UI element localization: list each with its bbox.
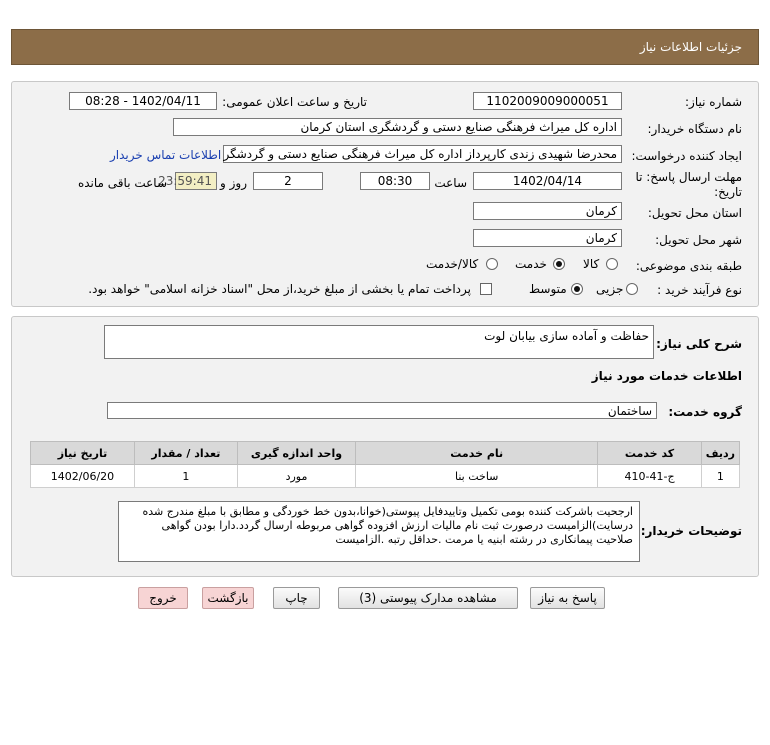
treasury-checkbox[interactable] <box>480 283 492 295</box>
deadline-date-field[interactable]: 1402/04/14 <box>473 172 622 190</box>
category-radio-service[interactable] <box>553 258 565 270</box>
buyer-notes-field[interactable]: ارجحیت باشرکت کننده بومی تکمیل وتاییدفایل پیوستی(خوانا،بدون خط خوردگی و مطابق با مبلغ مندرج شده درسایت)الزامیست درصورت ثبت نام مالیات ارزش افزوده گواهی مربوطه ارسال گردد.دارا بودن گواهی صلاحیت پیمانکاری در رشته ابنیه یا مرمت .حداقل رتبه .الزامیست <box>118 501 640 562</box>
services-table <box>30 441 740 488</box>
days-label: روز و <box>220 176 247 190</box>
services-section-title: اطلاعات خدمات مورد نیاز <box>591 369 742 383</box>
need-number-label: شماره نیاز: <box>685 95 742 109</box>
category-radio-goods[interactable] <box>606 258 618 270</box>
buyer-contact-link[interactable]: اطلاعات تماس خریدار <box>110 148 222 162</box>
page-header <box>11 29 759 65</box>
table-header-row <box>31 442 740 465</box>
process-option-medium: متوسط <box>529 282 567 296</box>
need-number-field[interactable]: 1102009009000051 <box>473 92 622 110</box>
buyer-org-label: نام دستگاه خریدار: <box>647 122 742 136</box>
process-radio-medium[interactable] <box>571 283 583 295</box>
buyer-notes-label: توضیحات خریدار: <box>640 524 742 538</box>
summary-field[interactable]: حفاظت و آماده سازی بیابان لوت <box>104 325 654 359</box>
category-option-goods-service: کالا/خدمت <box>426 257 479 271</box>
creator-label: ایجاد کننده درخواست: <box>631 149 742 163</box>
print-button[interactable]: چاپ <box>273 587 320 609</box>
announce-label: تاریخ و ساعت اعلان عمومی: <box>222 95 367 109</box>
days-remaining-field[interactable]: 2 <box>253 172 323 190</box>
city-label: شهر محل تحویل: <box>655 233 742 247</box>
back-button[interactable]: بازگشت <box>202 587 254 609</box>
process-option-small: جزیی <box>596 282 624 296</box>
province-label: استان محل تحویل: <box>647 206 742 220</box>
service-group-field[interactable]: ساختمان <box>107 402 657 419</box>
process-radio-small[interactable] <box>626 283 638 295</box>
col-quantity: تعداد / مقدار <box>134 442 237 465</box>
col-row: ردیف <box>701 442 739 465</box>
table-row[interactable] <box>31 465 740 488</box>
cell-need-date: 1402/06/20 <box>31 465 135 488</box>
exit-button[interactable]: خروج <box>138 587 188 609</box>
creator-field[interactable]: محدرضا شهیدی زندی کارپرداز اداره کل میراث فرهنگی صنایع دستی و گردشگر <box>223 145 622 163</box>
deadline-time-field[interactable]: 08:30 <box>360 172 430 190</box>
category-radio-goods-service[interactable] <box>486 258 498 270</box>
buyer-org-field[interactable]: اداره کل میراث فرهنگی صنایع دستی و گردشگری استان کرمان <box>173 118 622 136</box>
treasury-text: پرداخت تمام یا بخشی از مبلغ خرید،از محل "اسناد خزانه اسلامی" خواهد بود. <box>88 282 471 296</box>
service-group-label: گروه خدمت: <box>668 405 742 419</box>
need-info-panel <box>11 81 759 307</box>
cell-unit: مورد <box>237 465 355 488</box>
cell-quantity: 1 <box>134 465 237 488</box>
category-option-goods: کالا <box>583 257 600 271</box>
cell-row: 1 <box>701 465 739 488</box>
remaining-time-field: 23:59:41 <box>175 172 217 190</box>
city-field[interactable]: کرمان <box>473 229 622 247</box>
province-field[interactable]: کرمان <box>473 202 622 220</box>
process-label: نوع فرآیند خرید : <box>657 283 742 297</box>
col-need-date: تاریخ نیاز <box>31 442 135 465</box>
attachments-button[interactable]: مشاهده مدارک پیوستی (3) <box>338 587 518 609</box>
deadline-date-label: تاریخ: <box>714 185 742 199</box>
cell-service-code: ج-41-410 <box>598 465 701 488</box>
announce-datetime-field[interactable]: 1402/04/11 - 08:28 <box>69 92 217 110</box>
category-label: طبقه بندی موضوعی: <box>635 259 742 273</box>
col-unit: واحد اندازه گیری <box>237 442 355 465</box>
col-service-code: کد خدمت <box>598 442 701 465</box>
deadline-label: مهلت ارسال پاسخ: تا <box>635 170 742 184</box>
cell-service-name: ساخت بنا <box>356 465 598 488</box>
remaining-time-label: ساعت باقی مانده <box>77 176 167 190</box>
deadline-time-label: ساعت <box>434 176 467 190</box>
summary-label: شرح کلی نیاز: <box>656 337 742 351</box>
reply-button[interactable]: پاسخ به نیاز <box>530 587 605 609</box>
page-title: جزئیات اطلاعات نیاز <box>639 40 742 54</box>
col-service-name: نام خدمت <box>356 442 598 465</box>
category-option-service: خدمت <box>515 257 547 271</box>
